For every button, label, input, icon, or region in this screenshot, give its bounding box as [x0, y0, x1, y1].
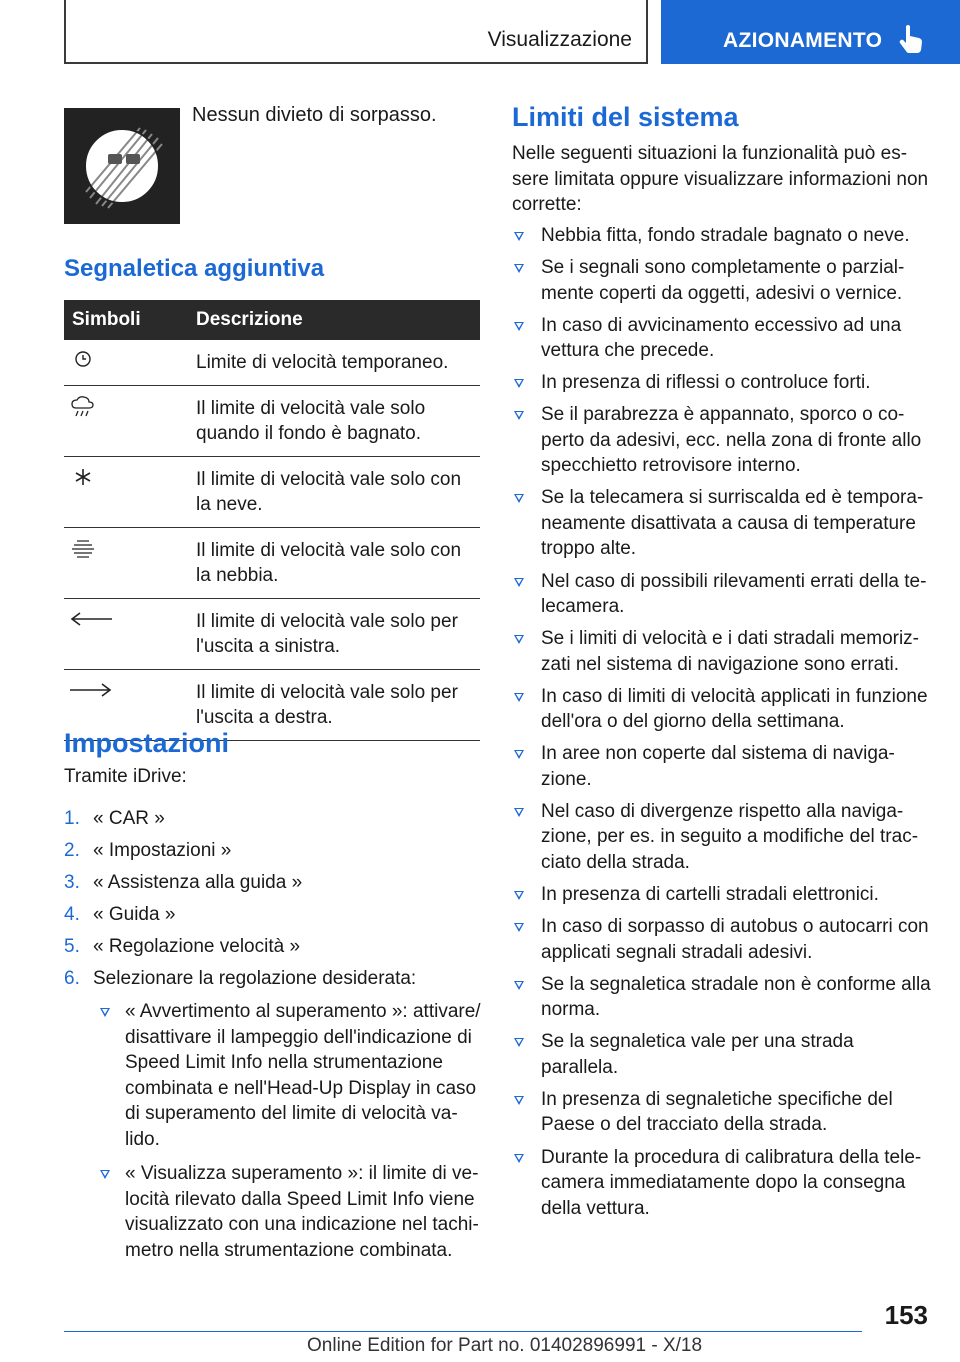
- settings-options-list: [93, 999, 484, 1263]
- limit-line: Durante la procedura di calibratura della tele-: [541, 1146, 922, 1168]
- list-item: [512, 626, 932, 677]
- step-number: 1.: [64, 808, 80, 829]
- triangle-bullet-icon: [514, 923, 524, 932]
- limit-line: lecamera.: [541, 596, 625, 618]
- list-item: [64, 966, 484, 1263]
- settings-heading: Impostazioni: [64, 728, 230, 758]
- description-line: Limite di velocità temporaneo.: [196, 352, 449, 373]
- description-line: Il limite di velocità vale solo: [196, 398, 426, 419]
- step-number: 6.: [64, 968, 80, 989]
- limit-line: In caso di limiti di velocità applicati in funzione: [541, 685, 928, 707]
- limit-line: Se la segnaletica vale per una strada parallela.: [541, 1031, 854, 1078]
- step-text: « CAR »: [93, 808, 165, 829]
- list-item: [93, 999, 484, 1152]
- description-line: Il limite di velocità vale solo con: [196, 540, 462, 561]
- list-item: [512, 1029, 932, 1080]
- limit-line: In presenza di cartelli stradali elettronici.: [541, 884, 879, 906]
- intro-line: corrette:: [512, 194, 582, 215]
- limit-line: ciato della strada.: [541, 851, 690, 873]
- limit-line: Nebbia fitta, fondo stradale bagnato o neve.: [541, 225, 910, 246]
- limit-line: specchietto retrovisore interno.: [541, 455, 801, 477]
- header-section-box: [64, 0, 648, 64]
- list-item: [64, 838, 484, 863]
- triangle-bullet-icon: [514, 981, 524, 990]
- step-text: « Guida »: [93, 904, 176, 925]
- additional-signs-heading: Segnaletica aggiuntiva: [64, 255, 325, 282]
- list-item: [512, 914, 932, 965]
- limit-line: Paese o del tracciato della strada.: [541, 1114, 828, 1136]
- column-header-symbols: Simboli: [64, 300, 188, 340]
- settings-steps-list: [64, 806, 484, 1272]
- list-item: [512, 799, 932, 876]
- description-line: l'uscita a destra.: [196, 707, 333, 728]
- limit-line: In presenza di riflessi o controluce forti.: [541, 372, 871, 394]
- sign-caption: Nessun divieto di sorpasso.: [192, 104, 437, 126]
- limit-line: zati nel sistema di navigazione sono errati.: [541, 653, 900, 675]
- limit-line: vettura che precede.: [541, 340, 715, 362]
- list-item: [512, 972, 932, 1023]
- limit-line: zione, per es. in seguito a modifiche del trac-: [541, 826, 919, 848]
- step-text: « Assistenza alla guida »: [93, 872, 303, 893]
- limit-line: dell'ora o del giorno della settimana.: [541, 711, 845, 733]
- snowflake-icon: [68, 467, 98, 491]
- table-row: [64, 457, 480, 528]
- triangle-bullet-icon: [514, 1038, 524, 1047]
- step-number: 5.: [64, 936, 80, 957]
- triangle-bullet-icon: [514, 379, 524, 388]
- limit-line: Se il parabrezza è appannato, sporco o co-: [541, 404, 905, 426]
- settings-intro: Tramite iDrive:: [64, 766, 187, 787]
- option-line: locità rilevato dalla Speed Limit Info viene: [125, 1188, 475, 1210]
- table-row: [64, 599, 480, 670]
- intro-line: sere limitata oppure visualizzare informazioni non: [512, 168, 929, 190]
- limit-line: della vettura.: [541, 1197, 650, 1219]
- hand-pointer-icon: [897, 24, 925, 54]
- table-row: [64, 386, 480, 457]
- column-header-description: Descrizione: [188, 300, 480, 340]
- step-number: 2.: [64, 840, 80, 861]
- limit-line: In caso di avvicinamento eccessivo ad una: [541, 314, 902, 336]
- step-text: « Regolazione velocità »: [93, 936, 301, 957]
- list-item: [512, 684, 932, 735]
- additional-signs-table: [64, 300, 480, 741]
- system-limits-intro: [512, 141, 932, 218]
- triangle-bullet-icon: [100, 1170, 110, 1179]
- triangle-bullet-icon: [514, 635, 524, 644]
- footer-divider: [64, 1331, 862, 1332]
- description-line: Il limite di velocità vale solo con: [196, 469, 462, 490]
- option-line: lido.: [125, 1128, 160, 1150]
- limit-line: Nel caso di divergenze rispetto alla naviga-: [541, 800, 904, 822]
- triangle-bullet-icon: [514, 494, 524, 503]
- tab-azionamento[interactable]: [661, 0, 960, 64]
- page-number: 153: [884, 1300, 928, 1330]
- option-line: visualizzato con una indicazione nel tachi-: [125, 1214, 479, 1235]
- list-item: [512, 485, 932, 562]
- limit-line: mente coperti da oggetti, adesivi o vernice.: [541, 282, 903, 304]
- step-number: 4.: [64, 904, 80, 925]
- triangle-bullet-icon: [514, 264, 524, 273]
- list-item: [512, 1087, 932, 1138]
- list-item: [512, 1145, 932, 1222]
- intro-line: Nelle seguenti situazioni la funzionalità può es-: [512, 143, 908, 164]
- list-item: [512, 569, 932, 620]
- triangle-bullet-icon: [514, 750, 524, 759]
- table-row: [64, 528, 480, 599]
- arrow-left-icon: [68, 609, 114, 633]
- list-item: [64, 870, 484, 895]
- list-item: [512, 255, 932, 306]
- option-line: « Avvertimento al superamento »: attivare/: [125, 1001, 481, 1022]
- triangle-bullet-icon: [514, 322, 524, 331]
- rain-cloud-icon: [68, 396, 98, 420]
- triangle-bullet-icon: [514, 411, 524, 420]
- list-item: [64, 806, 484, 831]
- description-line: quando il fondo è bagnato.: [196, 423, 422, 444]
- limit-line: Nel caso di possibili rilevamenti errati della te-: [541, 570, 927, 592]
- list-item: [512, 402, 932, 479]
- limit-line: neamente disattivata a causa di temperature: [541, 512, 916, 534]
- list-item: [93, 1161, 484, 1263]
- limit-line: norma.: [541, 999, 601, 1021]
- step-text: « Impostazioni »: [93, 840, 232, 861]
- option-line: metro nella strumentazione combinata.: [125, 1239, 453, 1261]
- list-item: [512, 370, 932, 396]
- option-line: « Visualizza superamento »: il limite di ve-: [125, 1163, 479, 1184]
- limit-line: In caso di sorpasso di autobus o autocarri con: [541, 916, 929, 938]
- limit-line: zione.: [541, 768, 592, 790]
- limit-line: Se la telecamera si surriscalda ed è tempora-: [541, 487, 924, 509]
- arrow-right-icon: [68, 680, 114, 704]
- list-item: [64, 934, 484, 959]
- option-line: di superamento del limite di velocità va-: [125, 1103, 458, 1124]
- option-line: disattivare il lampeggio dell'indicazione di: [125, 1026, 472, 1048]
- option-line: Speed Limit Info nella strumentazione: [125, 1052, 443, 1073]
- triangle-bullet-icon: [100, 1008, 110, 1017]
- system-limits-list: [512, 223, 932, 1228]
- triangle-bullet-icon: [514, 808, 524, 817]
- table-row: [64, 340, 480, 386]
- step-text: Selezionare la regolazione desiderata:: [93, 968, 417, 989]
- list-item: [64, 902, 484, 927]
- section-title: Visualizzazione: [487, 28, 632, 51]
- limit-line: Se la segnaletica stradale non è conforme alla: [541, 973, 931, 995]
- triangle-bullet-icon: [514, 232, 524, 241]
- triangle-bullet-icon: [514, 578, 524, 587]
- list-item: [512, 313, 932, 364]
- limit-line: perto da adesivi, ecc. nella zona di fronte allo: [541, 429, 922, 451]
- limit-line: Se i segnali sono completamente o parzial-: [541, 257, 905, 279]
- description-line: Il limite di velocità vale solo per: [196, 682, 458, 703]
- end-of-no-overtaking-sign-image: [64, 108, 180, 224]
- footer-edition: Online Edition for Part no. 01402896991 - X/18: [307, 1335, 703, 1356]
- limit-line: In aree non coperte dal sistema di naviga-: [541, 743, 895, 765]
- triangle-bullet-icon: [514, 693, 524, 702]
- limit-line: applicati segnali stradali adesivi.: [541, 941, 813, 963]
- system-limits-heading: Limiti del sistema: [512, 102, 739, 132]
- list-item: [512, 741, 932, 792]
- list-item: [512, 882, 932, 908]
- triangle-bullet-icon: [514, 891, 524, 900]
- triangle-bullet-icon: [514, 1096, 524, 1105]
- description-line: l'uscita a sinistra.: [196, 636, 341, 657]
- clock-icon: [68, 350, 98, 374]
- limit-line: camera immediatamente dopo la consegna: [541, 1172, 906, 1193]
- triangle-bullet-icon: [514, 1154, 524, 1163]
- fog-icon: [68, 538, 98, 562]
- description-line: Il limite di velocità vale solo per: [196, 611, 458, 632]
- limit-line: Se i limiti di velocità e i dati stradali memoriz-: [541, 628, 920, 650]
- limit-line: In presenza di segnaletiche specifiche del: [541, 1088, 893, 1110]
- description-line: la nebbia.: [196, 565, 279, 586]
- tab-label: AZIONAMENTO: [723, 29, 883, 52]
- list-item: [512, 223, 932, 249]
- step-number: 3.: [64, 872, 80, 893]
- limit-line: troppo alte.: [541, 538, 637, 560]
- option-line: combinata e nell'Head-Up Display in caso: [125, 1077, 477, 1099]
- description-line: la neve.: [196, 494, 263, 515]
